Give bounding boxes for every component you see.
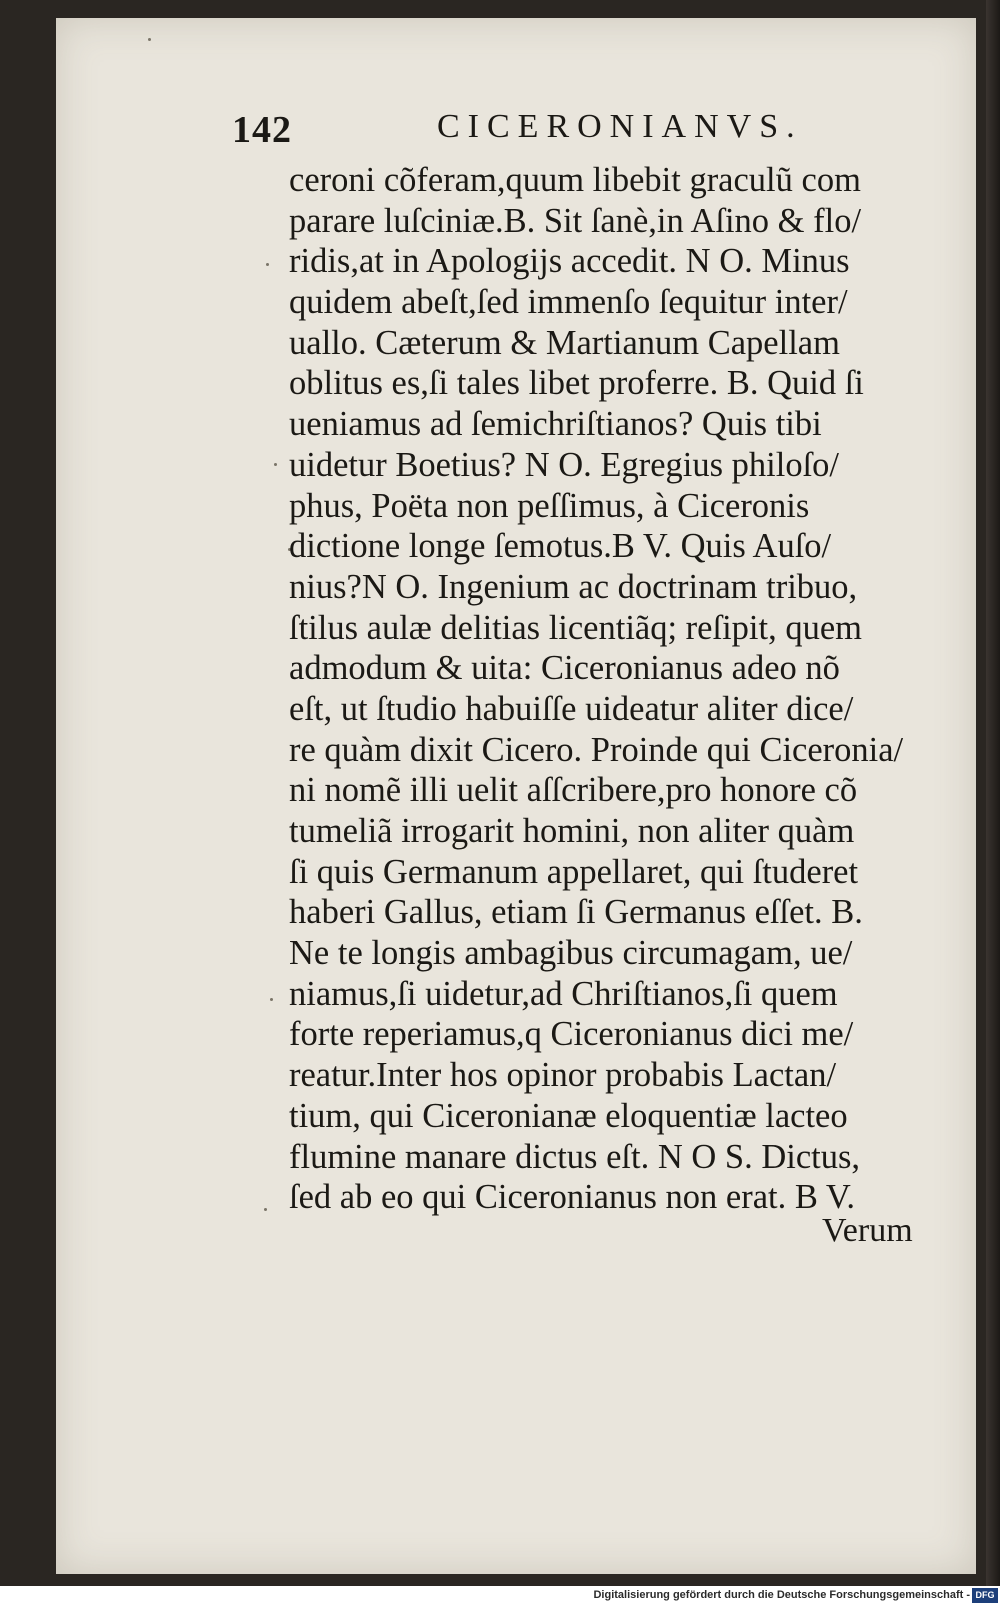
text-line: Ne te longis ambagibus circumagam, ue/ [289, 934, 853, 973]
running-head: CICERONIANVS. [437, 108, 803, 145]
text-line: reatur.Inter hos opinor probabis Lactan/ [289, 1056, 837, 1095]
text-line: tumeliã irrogarit homini, non aliter quàm [289, 812, 855, 850]
text-line: ceroni cõferam,quum libebit graculũ com [289, 161, 861, 199]
page-number: 142 [232, 109, 292, 151]
paper-speck [266, 263, 269, 266]
text-line: ſed ab eo qui Ciceronianus non erat. B V. [289, 1178, 855, 1217]
text-line: forte reperiamus,q Ciceronianus dici me/ [289, 1015, 854, 1054]
funding-credit: Digitalisierung gefördert durch die Deutsche Forschungsgemeinschaft - [593, 1589, 970, 1601]
paper-speck [274, 463, 277, 466]
text-line: quidem abeſt,ſed immenſo ſequitur inter/ [289, 283, 848, 322]
text-line: oblitus es,ſi tales libet proferre. B. Quid ſi [289, 364, 864, 403]
text-line: ſi quis Germanum appellaret, qui ſtuderet [289, 852, 859, 891]
text-line: uallo. Cæterum & Martianum Capellam [289, 323, 840, 362]
text-line: phus, Poëta non peſſimus, à Ciceronis [289, 486, 810, 525]
text-line: ueniamus ad ſemichriſtianos? Quis tibi [289, 405, 822, 444]
dfg-logo: DFG [972, 1588, 998, 1603]
text-line: eſt, ut ſtudio habuiſſe uideatur aliter dice/ [289, 689, 854, 728]
text-line: ridis,at in Apologijs accedit. N O. Minus [289, 242, 850, 281]
text-line: tium, qui Ciceronianæ eloquentiæ lacteo [289, 1096, 848, 1135]
paper-speck [148, 38, 151, 41]
text-line: niamus,ſi uidetur,ad Chriſtianos,ſi quem [289, 974, 838, 1013]
text-line: admodum & uita: Ciceronianus adeo nõ [289, 649, 840, 688]
text-line: re quàm dixit Cicero. Proinde qui Ciceronia/ [289, 730, 904, 769]
text-line: ni nomẽ illi uelit aſſcribere,pro honore cõ [289, 771, 858, 810]
book-edge [986, 0, 1000, 1586]
catchword: Verum [822, 1212, 913, 1249]
text-line: parare luſciniæ.B. Sit ſanè,in Aſino & flo/ [289, 201, 862, 240]
text-line: uidetur Boetius? N O. Egregius philoſo/ [289, 445, 840, 484]
paper-speck [264, 1208, 267, 1211]
body-text [289, 160, 949, 1218]
text-line: flumine manare dictus eſt. N O S. Dictus, [289, 1137, 861, 1176]
page-header [232, 108, 832, 158]
text-line: haberi Gallus, etiam ſi Germanus eſſet. B. [289, 893, 863, 932]
text-line: nius?N O. Ingenium ac doctrinam tribuo, [289, 567, 858, 606]
digitization-footer [0, 1586, 1000, 1606]
text-line: dictione longe ſemotus.B V. Quis Auſo/ [289, 527, 832, 566]
text-line: ſtilus aulæ delitias licentiãq; reſipit, quem [289, 608, 862, 647]
paper-speck [270, 998, 273, 1001]
